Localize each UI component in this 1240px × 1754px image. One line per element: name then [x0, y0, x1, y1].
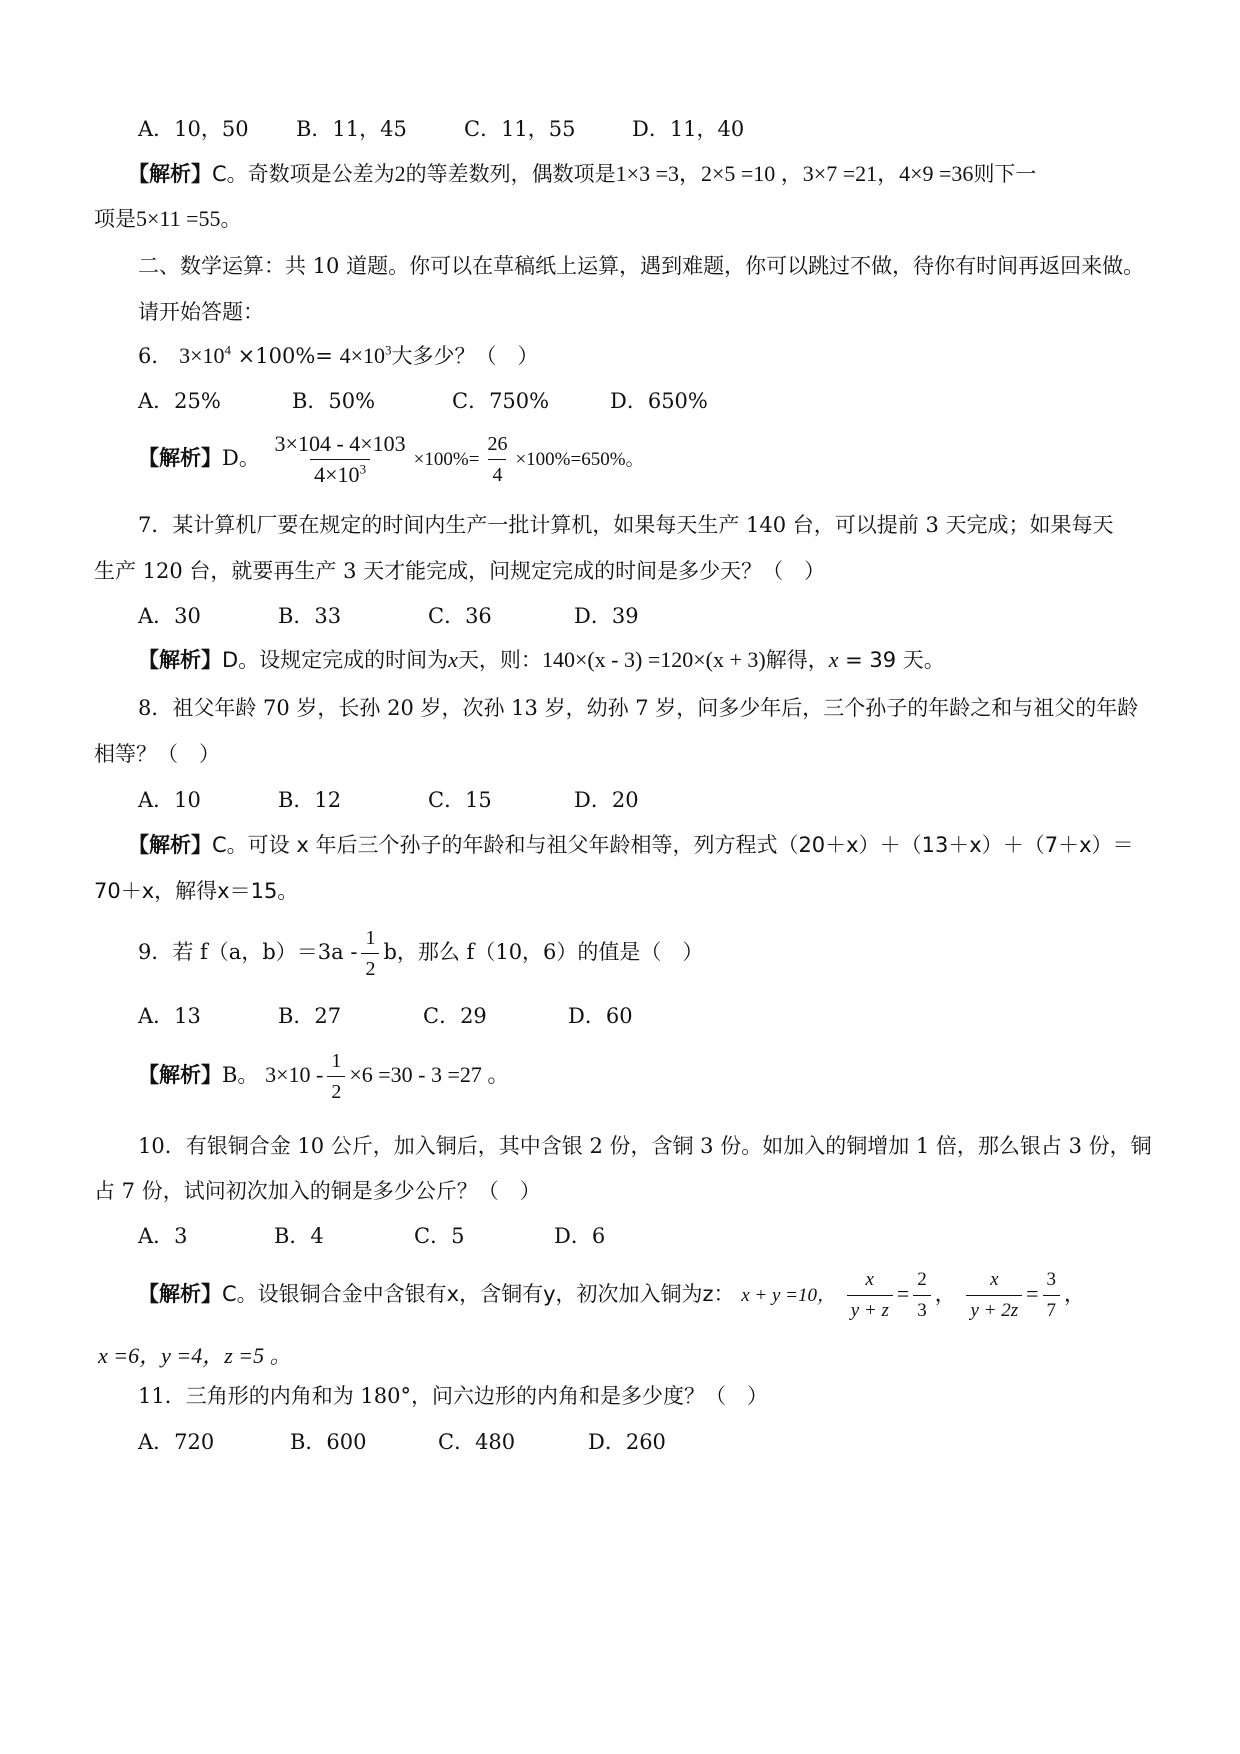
equals-sign: =	[896, 1281, 910, 1306]
question-number: 6．	[138, 344, 173, 368]
question-math: $4\times 10^3$	[339, 342, 392, 368]
question-text: 9．若 f（a，b）＝3a -	[138, 940, 358, 964]
variable-x: x	[828, 647, 839, 672]
fraction-denominator: 4	[488, 459, 506, 490]
solution-tag: 【解析】	[138, 1063, 222, 1087]
solution-text: D。设规定完成的时间为	[222, 648, 449, 672]
option-d: D．11，40	[632, 117, 745, 141]
fraction-numerator: x	[865, 1269, 874, 1290]
question-text: 大多少？（ ）	[391, 344, 539, 368]
option-d: D．6	[554, 1224, 606, 1248]
q8-question-line1: 8．祖父年龄 70 岁，长孙 20 岁，次孙 13 岁，幼孙 7 岁，问多少年后，三个孙子的年龄之和与祖父的年龄	[138, 696, 1139, 720]
q8-options	[138, 784, 639, 816]
option-d: D．650%	[610, 389, 708, 413]
q11-question: 11．三角形的内角和为 180°，问六边形的内角和是多少度？（ ）	[138, 1384, 768, 1408]
q10-solution	[138, 1258, 1085, 1332]
q7-options	[138, 600, 639, 632]
solution-math: ×100%=	[413, 449, 480, 470]
solution-fraction	[966, 1265, 1022, 1326]
option-c: C．36	[428, 604, 492, 628]
question-fraction	[361, 923, 379, 984]
option-a: A．13	[138, 1004, 201, 1028]
option-a: A．3	[138, 1224, 188, 1248]
solution-tag: 【解析】	[138, 1282, 222, 1306]
option-a: A．25%	[138, 389, 221, 413]
q6-question	[138, 340, 539, 372]
section-start: 请开始答题：	[138, 300, 264, 324]
solution-text: 则下一	[973, 162, 1037, 186]
solution-text: 。	[220, 207, 242, 231]
solution-tag: 【解析】	[128, 162, 212, 186]
option-d: D．60	[568, 1004, 633, 1028]
q8-question-line2: 相等？（ ）	[94, 742, 220, 766]
q6-options	[138, 385, 708, 417]
fraction-numerator: 1	[365, 927, 376, 949]
solution-letter: B。	[222, 1063, 259, 1087]
q6-solution	[138, 425, 645, 493]
solution-text: = 39 天。	[838, 648, 945, 672]
option-d: D．260	[588, 1430, 666, 1454]
solution-tag: 【解析】	[138, 446, 222, 470]
fraction-denominator: $4\times 10^3$	[310, 459, 370, 490]
solution-text: C。奇数项是公差为	[212, 162, 395, 186]
q9-solution	[138, 1045, 509, 1107]
fraction-denominator: 2	[327, 1076, 345, 1107]
q9-question	[138, 922, 703, 984]
fraction-denominator: 7	[1043, 1295, 1061, 1326]
solution-text: 的等差数列，偶数项是	[405, 162, 616, 186]
q5-solution-line1	[128, 158, 1036, 190]
q8-solution-line1	[128, 829, 1134, 861]
question-text: b，那么 f（10，6）的值是（ ）	[383, 940, 704, 964]
fraction-numerator: 26	[487, 433, 508, 455]
solution-text: C。可设 x 年后三个孙子的年龄和与祖父年龄相等，列方程式（20＋x）＋（13＋x）＋（7＋x）＝	[212, 833, 1134, 857]
option-b: B．11，45	[296, 117, 407, 141]
fraction-numerator: x	[990, 1269, 999, 1290]
option-b: B．33	[278, 604, 342, 628]
solution-fraction	[483, 429, 511, 490]
q5-solution-line2	[94, 203, 242, 235]
solution-text: 2	[394, 161, 406, 186]
option-d: D．20	[574, 788, 639, 812]
solution-text: 解得，	[765, 648, 829, 672]
option-c: C．5	[414, 1224, 465, 1248]
separator: ，	[1064, 1282, 1086, 1306]
q9-options	[138, 1000, 633, 1032]
q10-question-line1: 10．有银铜合金 10 公斤，加入铜后，其中含银 2 份，含铜 3 份。如加入的铜增加 1 倍，那么银占 3 份，铜	[138, 1134, 1152, 1158]
solution-fraction	[271, 429, 410, 490]
solution-fraction	[327, 1046, 345, 1107]
fraction-denominator: 2	[361, 953, 379, 984]
q7-question-line2: 生产 120 台，就要再生产 3 天才能完成，问规定完成的时间是多少天？（ ）	[94, 559, 826, 583]
solution-math: ×6 =30 - 3 =27 。	[349, 1062, 510, 1087]
fraction-denominator: y + 2z	[966, 1295, 1022, 1326]
solution-fraction	[913, 1265, 931, 1326]
option-a: A．30	[138, 604, 201, 628]
equals-sign: =	[1026, 1281, 1039, 1306]
solution-fraction	[1043, 1265, 1061, 1326]
separator: ，	[934, 1282, 956, 1306]
option-c: C．750%	[452, 389, 550, 413]
option-c: C．11，55	[464, 117, 576, 141]
solution-fraction	[847, 1265, 893, 1326]
fraction-denominator: 3	[913, 1295, 931, 1326]
solution-math: 1×3 =3，2×5 =10 ，3×7 =21，4×9 =36	[615, 161, 974, 186]
q10-result: x =6，y =4，z =5 。	[98, 1343, 292, 1368]
q10-question-line2: 占 7 份，试问初次加入的铜是多少公斤？（ ）	[94, 1179, 541, 1203]
solution-tag: 【解析】	[128, 833, 212, 857]
option-c: C．480	[438, 1430, 516, 1454]
variable-x: x	[448, 647, 458, 672]
solution-letter: D。	[222, 446, 260, 470]
option-b: B．600	[290, 1430, 367, 1454]
solution-math: 3×10 -	[265, 1062, 324, 1087]
option-b: B．27	[278, 1004, 342, 1028]
option-b: B．12	[278, 788, 342, 812]
solution-math: x + y =10，	[741, 1285, 836, 1306]
solution-text: C。设银铜合金中含银有x，含铜有y，初次加入铜为z：	[222, 1282, 735, 1306]
fraction-numerator: 2	[917, 1269, 927, 1290]
option-d: D．39	[574, 604, 639, 628]
solution-text: 项是	[94, 207, 136, 231]
q10-options	[138, 1220, 605, 1252]
solution-math: ×100%=650%。	[515, 449, 645, 470]
option-a: A．10，50	[138, 117, 249, 141]
option-c: C．15	[428, 788, 492, 812]
option-b: B．4	[274, 1224, 324, 1248]
solution-tag: 【解析】	[138, 648, 222, 672]
option-c: C．29	[423, 1004, 487, 1028]
q8-solution-line2: 70＋x，解得x＝15。	[94, 879, 299, 903]
fraction-numerator: 3	[1046, 1269, 1057, 1290]
q7-question-line1: 7．某计算机厂要在规定的时间内生产一批计算机，如果每天生产 140 台，可以提前 3 天完成；如果每天	[138, 513, 1114, 537]
q11-options	[138, 1426, 666, 1458]
option-a: A．720	[138, 1430, 215, 1454]
fraction-numerator: 3×104 - 4×103	[274, 431, 406, 456]
q5-options	[138, 113, 744, 145]
question-text: ×100%=	[237, 344, 333, 368]
fraction-numerator: 1	[331, 1050, 342, 1072]
solution-math: 5×11 =55	[136, 206, 221, 231]
solution-text: 天，则：	[457, 648, 542, 672]
question-math: $3\times 10^4$	[179, 342, 231, 368]
option-b: B．50%	[292, 389, 376, 413]
option-a: A．10	[138, 788, 201, 812]
q7-solution	[138, 644, 945, 676]
solution-math: 140×(x - 3) =120×(x + 3)	[541, 647, 766, 672]
fraction-denominator: y + z	[847, 1295, 893, 1326]
section-intro: 二、数学运算：共 10 道题。你可以在草稿纸上运算，遇到难题，你可以跳过不做，待你有时间再返回来做。	[138, 254, 1145, 278]
